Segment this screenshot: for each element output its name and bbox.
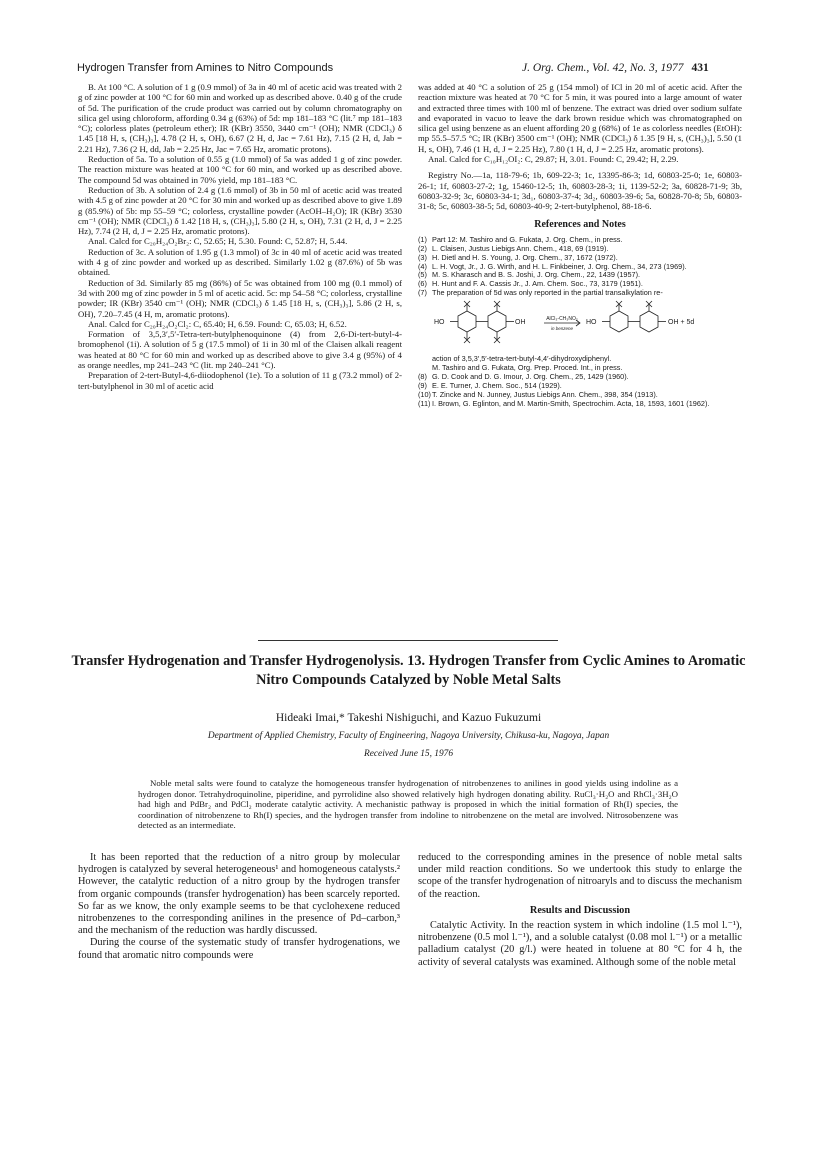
- paragraph: Catalytic Activity. In the reaction system in which indoline (1.5 mol l.⁻¹), nitrobenzene (0.5 mol l.⁻¹), and a soluble catalyst (0.08 mol l.⁻¹) or a metallic palladium catalyst (20 g/l.) were heated in toluene at 80 °C for 4 h, the activity of several catalysts was examined. Although some of the noble metal: [418, 920, 742, 968]
- reaction-scheme: [432, 300, 742, 348]
- svg-text:HO: HO: [434, 319, 445, 327]
- reference-item: (5) M. S. Kharasch and B. S. Joshi, J. Org. Chem., 22, 1439 (1957).: [418, 270, 641, 280]
- svg-text:AlCl₃-CH₃NO₂: AlCl₃-CH₃NO₂: [546, 316, 578, 323]
- journal-citation: [522, 62, 709, 74]
- paragraph: Formation of 3,5,3′,5′-Tetra-tert-butylphenoquinone (4) from 2,6-Di-tert-butyl-4-bromophenol (1i). A solution of 5 g (17.5 mmol) of 1i in 30 ml of the Claisen alkali reagent was heated at 80 °C for 60 min and worked up as described above to give 3.4 g (95%) of 4 as orange needles, mp 241–243 °C (lit. mp 240–241 °C).: [78, 329, 402, 371]
- reference-item: (6) H. Hunt and F. A. Cassis Jr., J. Am. Chem. Soc., 73, 3179 (1951).: [418, 279, 643, 289]
- svg-text:in benzene: in benzene: [550, 326, 574, 332]
- reference-item: (2) L. Claisen, Justus Liebigs Ann. Chem., 418, 69 (1919).: [418, 243, 609, 253]
- reference-item: (7) The preparation of 5d was only reported in the partial transalkylation re-: [418, 288, 663, 298]
- svg-text:OH + 5d: OH + 5d: [668, 319, 695, 327]
- references-list: [418, 236, 742, 409]
- experimental-left-column: [78, 82, 402, 391]
- running-header: Hydrogen Transfer from Amines to Nitro Compounds: [77, 62, 334, 74]
- reference-item: (4) L. H. Vogt, Jr., J. G. Wirth, and H. L. Finkbeiner, J. Org. Chem., 34, 273 (1969).: [418, 261, 687, 271]
- paragraph: Reduction of 5a. To a solution of 0.55 g (1.0 mmol) of 5a was added 1 g of zinc powder. The reaction mixture was heated at 100 °C for 60 min, and worked up as described above. The compound 5d was obtained in 70% yield, mp 181–183 °C.: [78, 154, 402, 185]
- reference-item: (1) Part 12: M. Tashiro and G. Fukata, J. Org. Chem., in press.: [418, 234, 623, 244]
- page-number: 431: [691, 62, 709, 74]
- reference-item-continued: M. Tashiro and G. Fukata, Org. Prep. Proced. Int., in press.: [432, 363, 623, 373]
- journal-name: J. Org. Chem., Vol. 42, No. 3, 1977: [522, 62, 684, 74]
- paragraph: Anal. Calcd for C₂₀H₂₄O₂Cl₂: C, 65.40; H, 6.59. Found: C, 65.03; H, 6.52.: [88, 318, 347, 329]
- svg-text:HO: HO: [586, 319, 597, 327]
- reference-item: (9) E. E. Turner, J. Chem. Soc., 514 (1929).: [418, 380, 562, 390]
- svg-text:OH: OH: [515, 319, 526, 327]
- reference-item: (8) G. D. Cook and D. G. Imour, J. Org. Chem., 25, 1429 (1960).: [418, 371, 629, 381]
- experimental-right-column: [418, 82, 742, 409]
- received-date: Received June 15, 1976: [363, 749, 454, 759]
- reference-item: (10) T. Zincke and N. Junney, Justus Liebigs Ann. Chem., 398, 354 (1913).: [418, 389, 658, 399]
- article-authors: Hideaki Imai,* Takeshi Nishiguchi, and Kazuo Fukuzumi: [275, 712, 542, 724]
- section-heading: Results and Discussion: [529, 904, 631, 916]
- paragraph: It has been reported that the reduction of a nitro group by molecular hydrogen is catalyzed by several heterogeneous¹ and homogeneous catalysts.² However, the catalytic reduction of a nitro group by the hydrogen transfer from organic compounds (transfer hydrogenation) has been scarcely reported. So far as we know, the only example seems to be that cyclohexene reduced nitrobenzenes to the corresponding anilines in the presence of Pd–carbon,³ and the mechanism of the reduction was hardly discussed.: [78, 852, 400, 937]
- paragraph: Anal. Calcd for C₂₀H₂₄O₂Br₂: C, 52.65; H, 5.30. Found: C, 52.87; H, 5.44.: [88, 236, 348, 247]
- paragraph: Anal. Calcd for C₁₀H₁₂OI₂: C, 29.87; H, 3.01. Found: C, 29.42; H, 2.29.: [428, 154, 679, 165]
- abstract: Noble metal salts were found to catalyze the homogeneous transfer hydrogenation of nitrobenzenes to anilines in good yields using indoline as a hydrogen donor. Tetrahydroquinoline, piperidine, and pyrrolidine also showed relatively high hydrogen donating ability. RuCl₃·H₂O and RhCl₃·3H₂O had high and PdBr₂ and PdCl₂ moderate catalytic activity. A mechanistic pathway is proposed in which the initial formation of Rh(I) species, the coordination of nitrobenzene to Rh(I) species, and the hydrogen transfer from indoline to nitrobenzene on the metal are involved. Nitrosobenzene was detected as an intermediate.: [138, 778, 678, 831]
- paragraph: During the course of the systematic study of transfer hydrogenations, we found that aromatic nitro compounds were: [78, 937, 400, 961]
- reference-item: (3) H. Dietl and H. S. Young, J. Org. Chem., 37, 1672 (1972).: [418, 252, 618, 262]
- paragraph: Preparation of 2-tert-Butyl-4,6-diiodophenol (1e). To a solution of 11 g (73.2 mmol) of 2-tert-butylphenol in 30 ml of acetic acid: [78, 370, 402, 391]
- paragraph: B. At 100 °C. A solution of 1 g (0.9 mmol) of 3a in 40 ml of acetic acid was treated with 2 g of zinc powder at 100 °C for 60 min and worked up as described above. 0.40 g of the crude of 5d. The purification of the crude product was carried out by column chromatography on silica gel using chloroform, affording 0.34 g (63%) of 5d: mp 181–183 °C (lit.⁷ mp 181–183 °C); colorless plates (petroleum ether); IR (KBr) 3550, 3440 cm⁻¹ (OH); NMR (CDCl₃) δ 1.45 [18 H, s, (CH₃)₃], 4.78 (2 H, s, OH), 6.67 (2 H, d, Jac = 7.61 Hz), 7.15 (2 H, d, Jab = 2.21 Hz), 7.36 (2 H, dd, Jab = 2.25 Hz, Jac = 7.65 Hz, aromatic protons).: [78, 82, 402, 154]
- article-affiliation: Department of Applied Chemistry, Faculty of Engineering, Nagoya University, Chikusa-ku, Nagoya, Japan: [207, 731, 610, 741]
- paragraph: Reduction of 3c. A solution of 1.95 g (1.3 mmol) of 3c in 40 ml of acetic acid was treated with 4 g of zinc powder and worked up as described. Similarly 1.02 g (87.6%) of 5b was obtained.: [78, 246, 402, 278]
- registry-numbers: Registry No.—1a, 118-79-6; 1b, 609-22-3; 1c, 13395-86-3; 1d, 60803-25-0; 1e, 60803-26-1; 1f, 60803-27-2; 1g, 15460-12-5; 1h, 60803-28-3; 1i, 1139-52-2; 3a, 60828-71-9; 3b, 60803-32-9; 3c, 60803-34-1; 3d₁, 60803-37-4; 3d₂, 60803-39-6; 5a, 60828-70-8; 5b, 60803-31-8; 5c, 60803-38-5; 5d, 60803-40-9; 2-tert-butylphenol, 88-18-6.: [418, 170, 742, 212]
- article-title: Transfer Hydrogenation and Transfer Hydrogenolysis. 13. Hydrogen Transfer from Cyclic Amines to Aromatic Nitro Compounds Catalyzed by Noble Metal Salts: [71, 653, 746, 688]
- paragraph: Reduction of 3d. Similarly 85 mg (86%) of 5c was obtained from 100 mg (0.1 mmol) of 3d with 200 mg of zinc powder in 5 ml of acetic acid. 5c: mp 54–58 °C; colorless, crystalline powder; IR (KBr) 3540 cm⁻¹ (OH); NMR (CDCl₃) δ 1.45 [18 H, s, (CH₃)₃], 5.86 (2 H, s, OH), 7.20–7.45 (4 H, m, aromatic protons).: [78, 277, 402, 319]
- body-left-column: [78, 852, 400, 962]
- paragraph: was added at 40 °C a solution of 25 g (154 mmol) of ICl in 20 ml of acetic acid. After the reaction mixture was heated at 70 °C for 5 min, it was poured into a large amount of water and extracted three times with 100 ml of benzene. The extract was dried over sodium sulfate and evaporated in vacuo to leave the dark brown residue which was chromatographed on silica gel using benzene as an eluent affording 20 g (68%) of 1e as colorless needles (EtOH): mp 55.5–57.5 °C; IR (KBr) 3500 cm⁻¹ (OH); NMR (CDCl₃) δ 1.35 [9 H, s, (CH₃)₃], 5.50 (1 H, s, OH), 7.46 (1 H, d, J = 2.25 Hz), 7.80 (1 H, d, J = 2.25 Hz, aromatic protons).: [418, 82, 742, 154]
- section-divider: [258, 640, 558, 641]
- reference-item: (11) I. Brown, G. Eglinton, and M. Martin-Smith, Spectrochim. Acta, 18, 1593, 1601 (1962).: [418, 398, 710, 408]
- paragraph: Reduction of 3b. A solution of 2.4 g (1.6 mmol) of 3b in 50 ml of acetic acid was treated with 4.5 g of zinc powder at 20 °C for 30 min and worked up as described above to give 1.89 g (85.9%) of 5b: mp 55–59 °C; colorless, crystalline powder (AcOH–H₂O); IR (KBr) 3530 cm⁻¹ (OH); NMR (CDCl₃) δ 1.42 [18 H, s, (CH₃)₃], 5.80 (2 H, s, OH), 7.31 (2 H, d, J = 2.25 Hz), 7.74 (2 H, d, J = 2.25 Hz, aromatic protons).: [78, 184, 402, 237]
- references-heading: References and Notes: [534, 218, 626, 230]
- reference-item-continued: action of 3,5,3′,5′-tetra-tert-butyl-4,4′-dihydroxydiphenyl.: [432, 354, 612, 364]
- paragraph: reduced to the corresponding amines in the presence of noble metal salts under mild reaction conditions. So we undertook this study to enlarge the scope of the transfer hydrogenation of nitroaryls and to discuss the mechanism of the reaction.: [418, 852, 742, 900]
- body-right-column: [418, 852, 742, 969]
